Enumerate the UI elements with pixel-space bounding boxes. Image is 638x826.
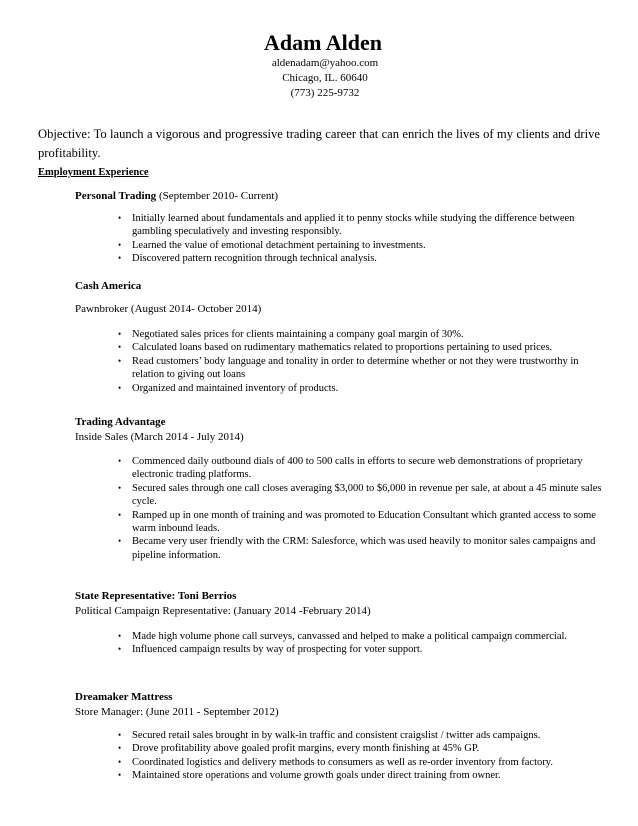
bullet-text: Read customers’ body language and tonality in order to determine whether or not they were trustworthy in relation to giving out loans [132, 355, 579, 381]
resume-header [0, 30, 638, 101]
bullet-icon: • [118, 743, 122, 754]
list-item [118, 212, 608, 239]
job-bullets-state-representative [118, 630, 608, 657]
job-heading [75, 415, 605, 430]
bullet-text: Calculated loans based on rudimentary mathematics related to proportions pertaining to used prices. [132, 342, 553, 354]
list-item [118, 742, 608, 755]
list-item [118, 630, 608, 643]
bullet-icon: • [118, 536, 122, 547]
bullet-text: Discovered pattern recognition through technical analysis. [132, 253, 377, 265]
bullet-text: Maintained store operations and volume growth goals under direct training from owner. [132, 770, 501, 782]
list-item [118, 769, 608, 782]
bullet-text: Learned the value of emotional detachment pertaining to investments. [132, 239, 426, 251]
list-item [118, 382, 608, 395]
bullet-text: Organized and maintained inventory of products. [132, 382, 339, 394]
job-entry-dreamaker-mattress [75, 690, 605, 720]
job-company: Trading Advantage [75, 416, 166, 428]
job-role: Political Campaign Representative: (January 2014 -February 2014) [75, 605, 371, 617]
job-role: Inside Sales (March 2014 - July 2014) [75, 431, 244, 443]
bullet-icon: • [118, 355, 122, 366]
job-bullets-cash-america [118, 328, 608, 395]
bullet-icon: • [118, 770, 122, 781]
job-bullets-dreamaker-mattress [118, 729, 608, 783]
bullet-icon: • [118, 213, 122, 223]
contact-email: aldenadam@yahoo.com [271, 57, 379, 69]
job-company: Personal Trading [75, 190, 157, 202]
job-heading [75, 589, 605, 604]
bullet-icon: • [118, 239, 122, 250]
bullet-icon: • [118, 382, 122, 393]
bullet-icon: • [118, 456, 122, 466]
bullet-text: Commenced daily outbound dials of 400 to 500 calls in efforts to secure web demonstrations of proprietary electronic trading platforms. [132, 456, 583, 481]
bullet-icon: • [118, 509, 122, 520]
job-dates: (September 2010- Current) [156, 190, 279, 202]
bullet-text: Influenced campaign results by way of prospecting for voter support. [132, 644, 423, 656]
list-item [118, 341, 608, 354]
contact-phone: (773) 225-9732 [290, 87, 360, 99]
objective-statement: Objective: To launch a vigorous and progressive trading career that can enrich the lives of my clients and drive profitability. [38, 127, 600, 160]
list-item [118, 509, 608, 536]
bullet-text: Became very user friendly with the CRM: Salesforce, which was used heavily to monitor sales campaigns and pipeline information. [132, 536, 596, 561]
list-item [118, 239, 608, 252]
bullet-text: Ramped up in one month of training and was promoted to Education Consultant which granted access to some warm inbound leads. [132, 509, 596, 535]
list-item [118, 535, 608, 562]
bullet-icon: • [118, 730, 122, 740]
job-role: Store Manager: (June 2011 - September 2012) [75, 706, 279, 718]
job-heading [75, 189, 605, 204]
bullet-icon: • [118, 631, 122, 641]
job-company: Dreamaker Mattress [75, 691, 173, 703]
bullet-text: Made high volume phone call surveys, canvassed and helped to make a political campaign commercial. [132, 631, 568, 642]
bullet-icon: • [118, 253, 122, 264]
job-bullets-personal-trading [118, 212, 608, 266]
list-item [118, 482, 608, 509]
job-entry-trading-advantage [75, 415, 605, 445]
job-entry-state-representative [75, 589, 605, 619]
list-item [118, 328, 608, 341]
list-item [118, 729, 608, 742]
bullet-text: Secured retail sales brought in by walk-in traffic and consistent craigslist / twitter ads campaigns. [132, 730, 541, 741]
bullet-text: Drove profitability above goaled profit margins, every month finishing at 45% GP. [132, 743, 480, 755]
job-bullets-trading-advantage [118, 455, 608, 562]
list-item [118, 643, 608, 656]
list-item [118, 455, 608, 482]
bullet-text: Initially learned about fundamentals and applied it to penny stocks while studying the difference between gambling speculatively and investing responsibly. [132, 213, 575, 238]
job-company: State Representative: Toni Berrios [75, 590, 237, 602]
bullet-text: Secured sales through one call closes averaging $3,000 to $6,000 in revenue per sale, at about a 45 minute sales cycle. [132, 482, 602, 508]
job-heading [75, 279, 605, 294]
job-entry-cash-america [75, 279, 605, 317]
job-company: Cash America [75, 280, 142, 292]
bullet-icon: • [118, 644, 122, 655]
contact-location: Chicago, IL. 60640 [282, 72, 368, 84]
job-role: Pawnbroker (August 2014- October 2014) [75, 303, 262, 315]
job-entry-personal-trading [75, 189, 605, 204]
bullet-icon: • [118, 342, 122, 353]
employment-heading: Employment Experience [38, 167, 149, 178]
bullet-text: Coordinated logistics and delivery methods to consumers as well as re-order inventory from factory. [132, 756, 553, 768]
list-item [118, 252, 608, 265]
bullet-icon: • [118, 482, 122, 493]
list-item [118, 355, 608, 382]
list-item [118, 756, 608, 769]
bullet-icon: • [118, 756, 122, 767]
applicant-name: Adam Alden [264, 30, 382, 55]
bullet-icon: • [118, 329, 122, 339]
job-heading [75, 690, 605, 705]
bullet-text: Negotiated sales prices for clients maintaining a company goal margin of 30%. [132, 329, 464, 340]
